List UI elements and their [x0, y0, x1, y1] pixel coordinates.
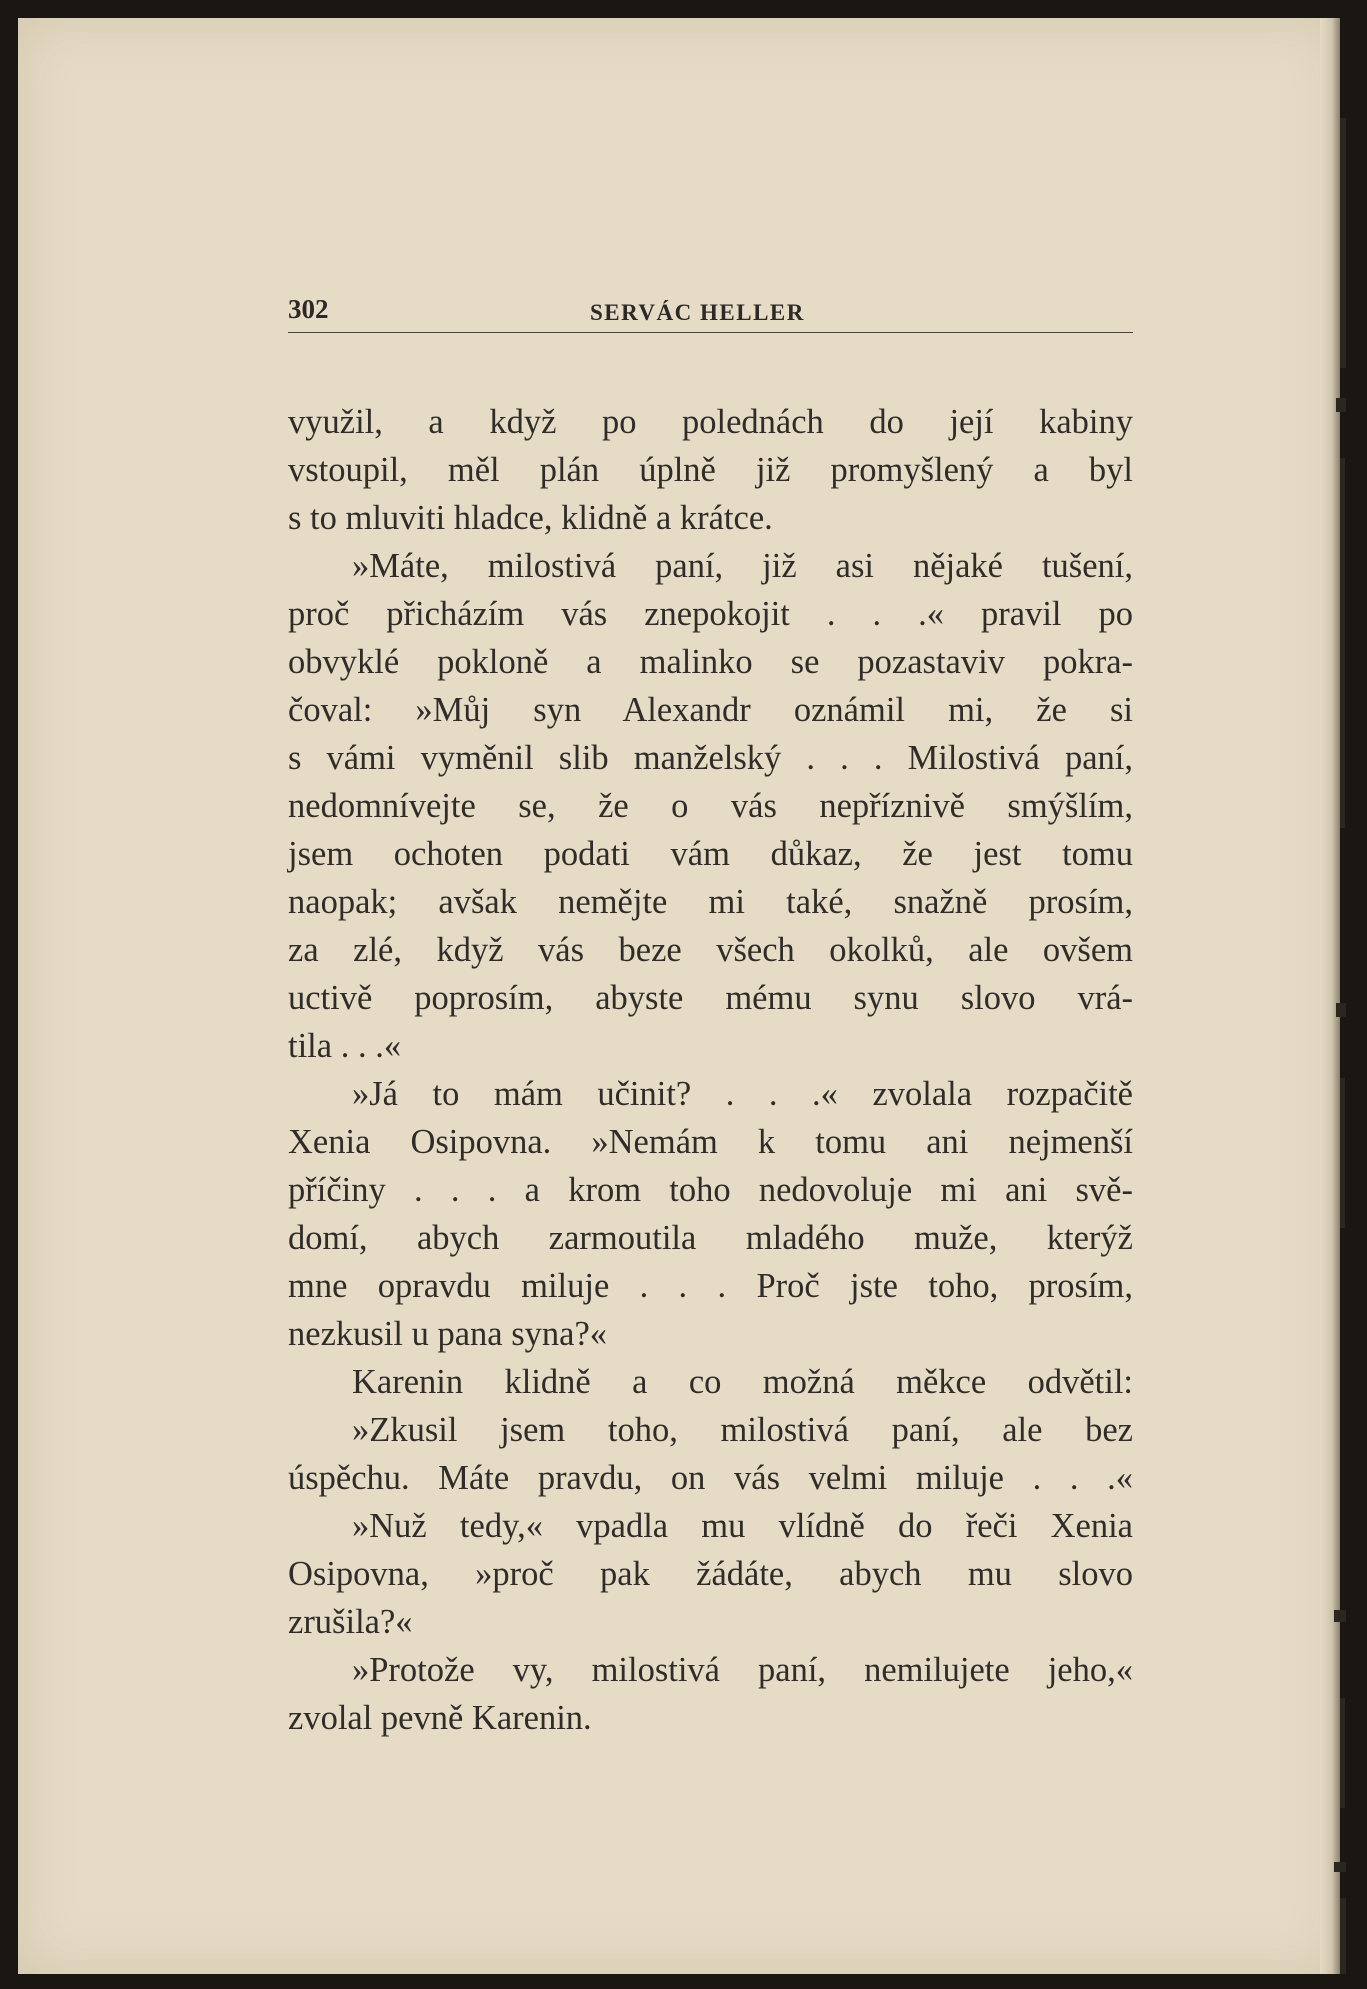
- text-line: zvolal pevně Karenin.: [288, 1699, 592, 1737]
- text-line: zrušila?«: [288, 1603, 413, 1641]
- text-line: nedomnívejte se, že o vás nepříznivě smýšlím,: [288, 787, 1133, 825]
- text-line: naopak; avšak nemějte mi také, snažně prosím,: [288, 883, 1133, 921]
- text-line: čoval: »Můj syn Alexandr oznámil mi, že si: [288, 691, 1133, 729]
- bleed-mark: [1340, 1698, 1345, 1808]
- bleed-mark: [1336, 398, 1346, 412]
- text-line: nezkusil u pana syna?«: [288, 1315, 608, 1353]
- bleed-mark: [1340, 458, 1345, 828]
- page-gutter: [1320, 18, 1340, 1974]
- text-line: s to mluviti hladce, klidně a krátce.: [288, 499, 773, 537]
- text-line: »Zkusil jsem toho, milostivá paní, ale bez: [352, 1411, 1133, 1449]
- text-line: za zlé, když vás beze všech okolků, ale ovšem: [288, 931, 1133, 969]
- text-line: uctivě poprosím, abyste mému synu slovo vrá-: [288, 979, 1133, 1017]
- text-line: Xenia Osipovna. »Nemám k tomu ani nejmenší: [288, 1123, 1133, 1161]
- text-line: úspěchu. Máte pravdu, on vás velmi miluje . . .«: [288, 1459, 1133, 1497]
- bleed-mark: [1336, 1003, 1346, 1017]
- text-line: domí, abych zarmoutila mladého muže, kterýž: [288, 1219, 1133, 1257]
- text-line: využil, a když po polednách do její kabiny: [288, 403, 1133, 441]
- bleed-mark: [1340, 118, 1346, 368]
- text-line: vstoupil, měl plán úplně již promyšlený a byl: [288, 451, 1133, 489]
- bleed-mark: [1340, 1078, 1345, 1228]
- text-line: mne opravdu miluje . . . Proč jste toho, prosím,: [288, 1267, 1133, 1305]
- bleed-mark: [1334, 1610, 1346, 1622]
- running-head: SERVÁC HELLER: [590, 300, 805, 325]
- text-line: obvyklé pokloně a malinko se pozastaviv pokra-: [288, 643, 1133, 681]
- page-header: [288, 290, 1133, 333]
- bleed-mark: [1334, 1862, 1346, 1872]
- text-line: Karenin klidně a co možná měkce odvětil:: [352, 1363, 1133, 1401]
- text-line: jsem ochoten podati vám důkaz, že jest tomu: [288, 835, 1133, 873]
- page-number: 302: [288, 294, 329, 324]
- text-line: »Protože vy, milostivá paní, nemilujete jeho,«: [352, 1651, 1133, 1689]
- text-line: proč přicházím vás znepokojit . . .« pravil po: [288, 595, 1133, 633]
- text-line: »Máte, milostivá paní, již asi nějaké tušení,: [352, 547, 1133, 585]
- text-line: tila . . .«: [288, 1027, 402, 1065]
- text-line: »Já to mám učinit? . . .« zvolala rozpačitě: [352, 1075, 1133, 1113]
- text-line: s vámi vyměnil slib manželský . . . Milostivá paní,: [288, 739, 1133, 777]
- text-line: »Nuž tedy,« vpadla mu vlídně do řeči Xenia: [352, 1507, 1133, 1545]
- text-line: příčiny . . . a krom toho nedovoluje mi ani svě-: [288, 1171, 1133, 1209]
- book-page: [18, 18, 1340, 1974]
- body-text: [288, 398, 1133, 1742]
- bleed-mark: [1340, 1898, 1346, 1974]
- text-line: Osipovna, »proč pak žádáte, abych mu slovo: [288, 1555, 1133, 1593]
